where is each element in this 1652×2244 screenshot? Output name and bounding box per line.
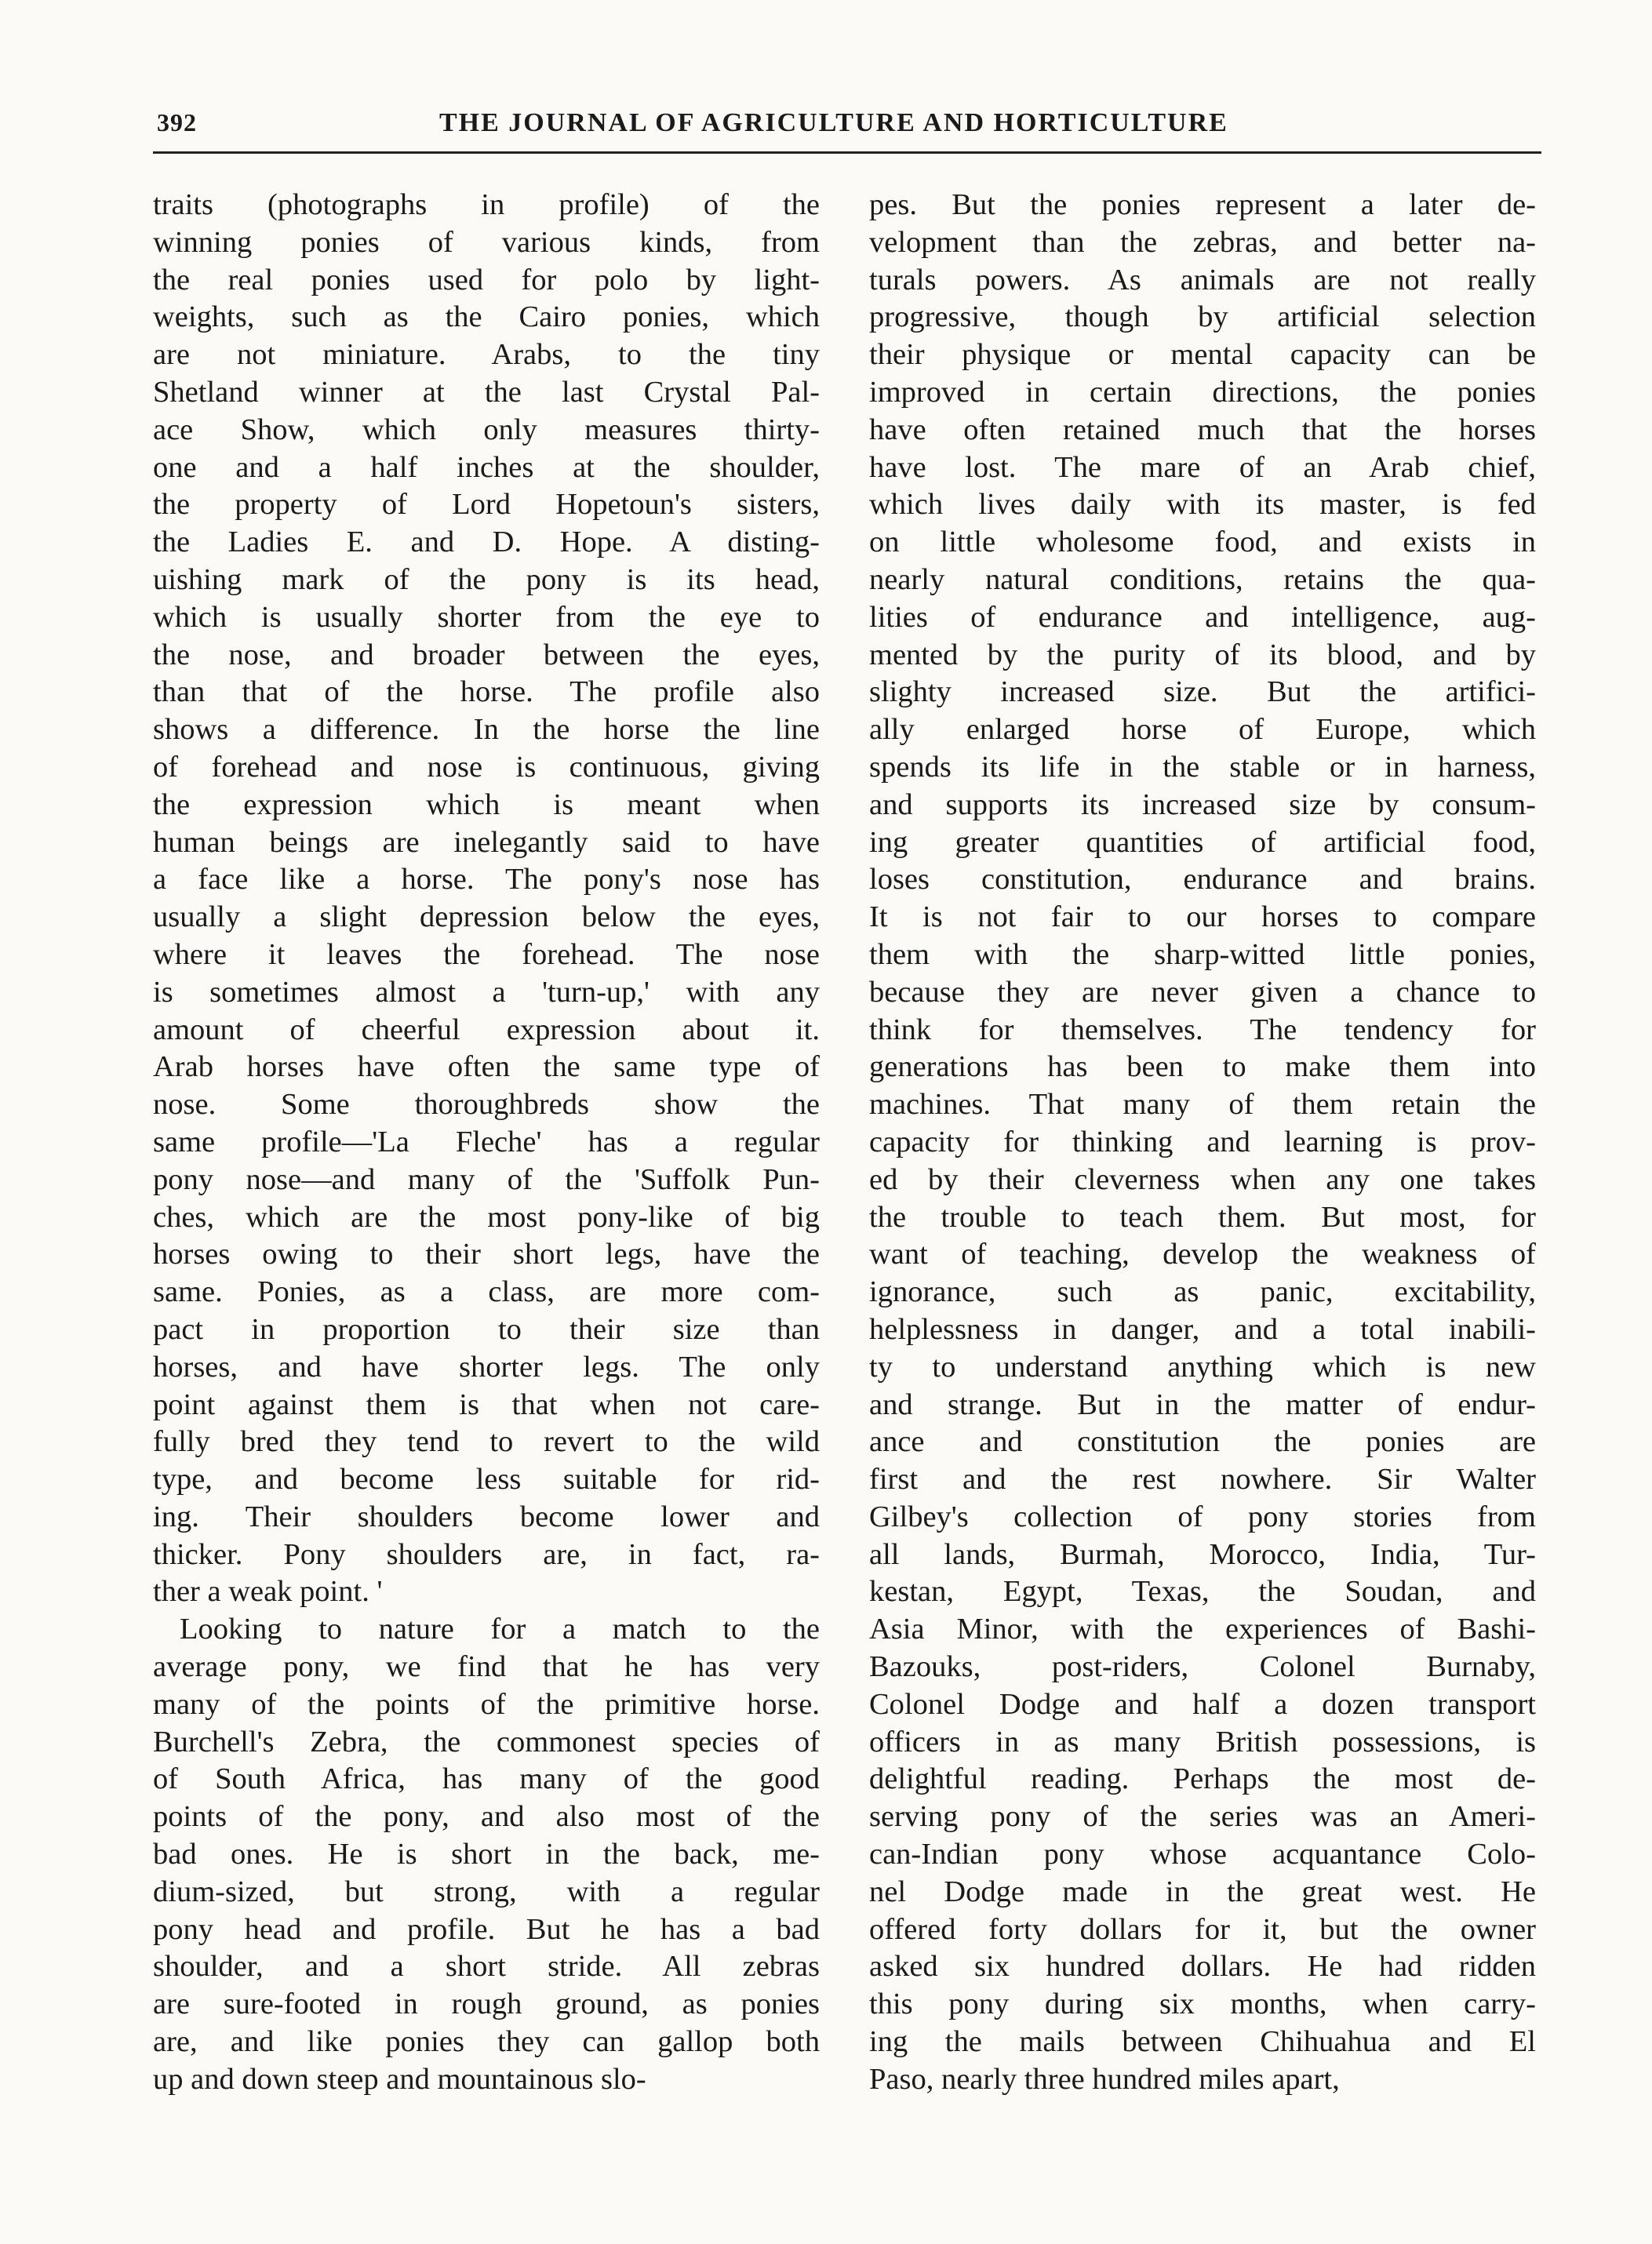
text-line: Paso, nearly three hundred miles apart, [869,2062,1340,2096]
text-line: ed by their cleverness when any one takes [869,1162,1536,1196]
text-line: fully bred they tend to revert to the wild [153,1425,820,1459]
text-line: Gilbey's collection of pony stories from [869,1500,1536,1533]
text-line: machines. That many of them retain the [869,1088,1536,1122]
text-line: which is usually shorter from the eye to [153,600,820,634]
text-line: pony nose—and many of the 'Suffolk Pun- [153,1162,820,1196]
text-line: serving pony of the series was an Ameri- [869,1800,1536,1834]
text-line: pony head and profile. But he has a bad [153,1912,820,1946]
text-line: pact in proportion to their size than [153,1312,820,1346]
text-line: the trouble to teach them. But most, for [869,1200,1536,1234]
text-line: than that of the horse. The profile also [153,675,820,709]
text-line: dium-sized, but strong, with a regular [153,1875,820,1908]
text-line: and supports its increased size by consum- [869,787,1536,821]
text-line: the real ponies used for polo by light- [153,263,820,296]
text-line: delightful reading. Perhaps the most de- [869,1762,1536,1796]
text-line: average pony, we find that he has very [153,1650,820,1684]
text-line: of South Africa, has many of the good [153,1762,820,1796]
text-line: winning ponies of various kinds, from [153,225,820,259]
text-line: It is not fair to our horses to compare [869,900,1536,934]
text-line: uishing mark of the pony is its head, [153,562,820,596]
text-line: Arab horses have often the same type of [153,1050,820,1084]
text-line: points of the pony, and also most of the [153,1800,820,1834]
text-line: Burchell's Zebra, the commonest species of [153,1725,820,1758]
text-line: their physique or mental capacity can be [869,338,1536,372]
text-line: and strange. But in the matter of endur- [869,1387,1536,1421]
text-line: generations has been to make them into [869,1050,1536,1084]
text-line: on little wholesome food, and exists in [869,526,1536,559]
text-line: weights, such as the Cairo ponies, which [153,300,820,334]
text-line: the expression which is meant when [153,787,820,821]
page-header [157,108,1569,147]
text-line: kestan, Egypt, Texas, the Soudan, and [869,1575,1536,1609]
text-line: ance and constitution the ponies are [869,1425,1536,1459]
text-line: Colonel Dodge and half a dozen transport [869,1687,1536,1721]
text-line: the property of Lord Hopetoun's sisters, [153,488,820,522]
text-line: ace Show, which only measures thirty- [153,413,820,446]
text-line: amount of cheerful expression about it. [153,1013,820,1046]
text-line: is sometimes almost a 'turn-up,' with any [153,975,820,1009]
text-line: same profile—'La Fleche' has a regular [153,1125,820,1158]
text-line: Looking to nature for a match to the [180,1613,820,1646]
text-line: spends its life in the stable or in harness, [869,750,1536,784]
text-line: first and the rest nowhere. Sir Walter [869,1463,1536,1497]
text-line: where it leaves the forehead. The nose [153,937,820,971]
text-line: traits (photographs in profile) of the [153,188,820,221]
running-head: THE JOURNAL OF AGRICULTURE AND HORTICULTURE [439,108,1228,137]
left-column [153,187,820,2099]
text-line: velopment than the zebras, and better na- [869,225,1536,259]
text-line: ing the mails between Chihuahua and El [869,2025,1536,2059]
text-line: ches, which are the most pony-like of big [153,1200,820,1234]
text-line: bad ones. He is short in the back, me- [153,1838,820,1871]
page-number: 392 [157,108,197,136]
text-line: human beings are inelegantly said to have [153,825,820,859]
text-line: have lost. The mare of an Arab chief, [869,450,1536,484]
text-line: capacity for thinking and learning is prov- [869,1125,1536,1158]
text-line: same. Ponies, as a class, are more com- [153,1275,820,1309]
text-line: want of teaching, develop the weakness of [869,1238,1536,1271]
text-line: slighty increased size. But the artifici- [869,675,1536,709]
text-line: ing. Their shoulders become lower and [153,1500,820,1533]
text-line: Asia Minor, with the experiences of Bashi- [869,1613,1536,1646]
text-line: point against them is that when not care- [153,1387,820,1421]
text-line: asked six hundred dollars. He had ridden [869,1950,1536,1984]
text-line: are, and like ponies they can gallop both [153,2025,820,2059]
text-line: of forehead and nose is continuous, giving [153,750,820,784]
text-line: ther a weak point. ' [153,1575,383,1609]
text-line: the Ladies E. and D. Hope. A disting- [153,526,820,559]
text-line: nose. Some thoroughbreds show the [153,1088,820,1122]
text-line: shoulder, and a short stride. All zebras [153,1950,820,1984]
text-line: officers in as many British possessions, is [869,1725,1536,1758]
text-line: thicker. Pony shoulders are, in fact, ra- [153,1537,820,1571]
text-line: can-Indian pony whose acquantance Colo- [869,1838,1536,1871]
text-line: all lands, Burmah, Morocco, India, Tur- [869,1537,1536,1571]
text-line: because they are never given a chance to [869,975,1536,1009]
text-line: the nose, and broader between the eyes, [153,638,820,671]
text-line: offered forty dollars for it, but the owner [869,1912,1536,1946]
text-line: progressive, though by artificial selection [869,300,1536,334]
text-line: them with the sharp-witted little ponies, [869,937,1536,971]
text-line: Shetland winner at the last Crystal Pal- [153,375,820,409]
text-line: Bazouks, post-riders, Colonel Burnaby, [869,1650,1536,1684]
text-line: a face like a horse. The pony's nose has [153,863,820,897]
text-line: many of the points of the primitive horse. [153,1687,820,1721]
text-line: mented by the purity of its blood, and by [869,638,1536,671]
text-line: have often retained much that the horses [869,413,1536,446]
text-line: are not miniature. Arabs, to the tiny [153,338,820,372]
text-line: one and a half inches at the shoulder, [153,450,820,484]
text-line: improved in certain directions, the ponies [869,375,1536,409]
right-column [869,187,1536,2099]
text-line: loses constitution, endurance and brains. [869,863,1536,897]
text-line: horses owing to their short legs, have the [153,1238,820,1271]
text-line: nel Dodge made in the great west. He [869,1875,1536,1908]
text-line: ty to understand anything which is new [869,1350,1536,1384]
text-line: ally enlarged horse of Europe, which [869,713,1536,747]
text-line: ing greater quantities of artificial food, [869,825,1536,859]
text-line: helplessness in danger, and a total inabili- [869,1312,1536,1346]
text-line: this pony during six months, when carry- [869,1988,1536,2021]
text-line: turals powers. As animals are not really [869,263,1536,296]
text-line: lities of endurance and intelligence, aug- [869,600,1536,634]
text-line: usually a slight depression below the eyes, [153,900,820,934]
text-line: up and down steep and mountainous slo- [153,2062,646,2096]
text-line: ignorance, such as panic, excitability, [869,1275,1536,1309]
text-line: which lives daily with its master, is fed [869,488,1536,522]
text-line: are sure-footed in rough ground, as ponies [153,1988,820,2021]
text-line: horses, and have shorter legs. The only [153,1350,820,1384]
text-line: type, and become less suitable for rid- [153,1463,820,1497]
text-line: nearly natural conditions, retains the qua- [869,562,1536,596]
text-line: think for themselves. The tendency for [869,1013,1536,1046]
text-line: pes. But the ponies represent a later de- [869,188,1536,221]
text-line: shows a difference. In the horse the line [153,713,820,747]
header-rule [153,151,1541,154]
